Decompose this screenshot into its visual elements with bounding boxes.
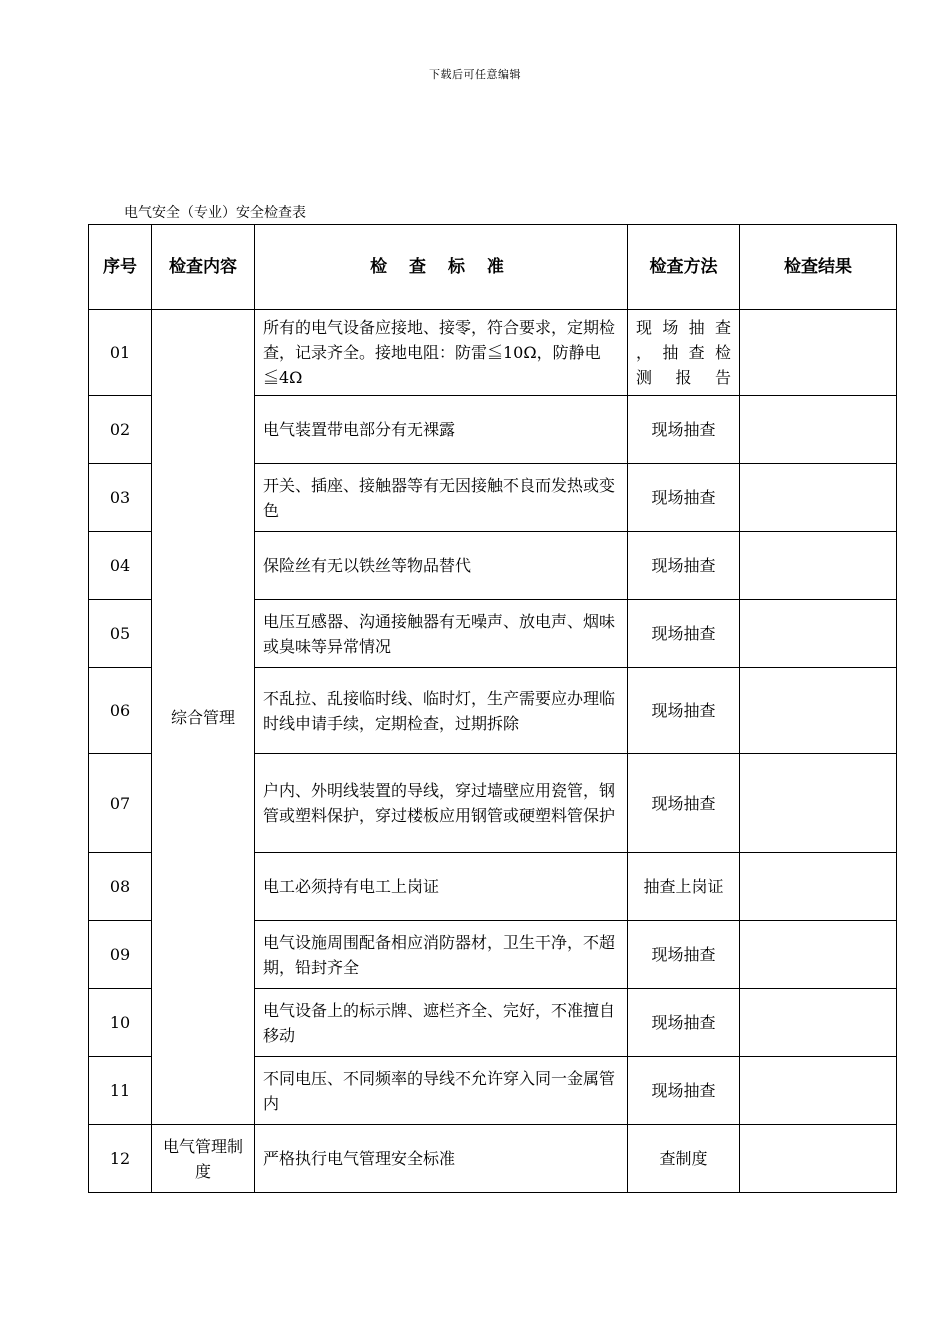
row-result[interactable] bbox=[740, 1057, 897, 1125]
row-result[interactable] bbox=[740, 600, 897, 668]
row-standard: 不乱拉、乱接临时线、临时灯，生产需要应办理临时线申请手续，定期检查，过期拆除 bbox=[255, 668, 628, 754]
row-number: 09 bbox=[89, 921, 152, 989]
row-result[interactable] bbox=[740, 396, 897, 464]
category-system: 电气管理制度 bbox=[152, 1125, 255, 1193]
row-standard: 电气装置带电部分有无裸露 bbox=[255, 396, 628, 464]
inspection-table bbox=[88, 224, 897, 1193]
row-result[interactable] bbox=[740, 532, 897, 600]
row-result[interactable] bbox=[740, 853, 897, 921]
row-method: 现 场 抽 查 ， 抽 查 检测报告 bbox=[628, 310, 740, 396]
header-no: 序号 bbox=[89, 225, 152, 310]
row-result[interactable] bbox=[740, 464, 897, 532]
row-result[interactable] bbox=[740, 754, 897, 853]
row-standard: 不同电压、不同频率的导线不允许穿入同一金属管内 bbox=[255, 1057, 628, 1125]
row-number: 11 bbox=[89, 1057, 152, 1125]
row-standard: 开关、插座、接触器等有无因接触不良而发热或变色 bbox=[255, 464, 628, 532]
row-method: 现场抽查 bbox=[628, 668, 740, 754]
row-standard: 户内、外明线装置的导线，穿过墙壁应用瓷管，钢管或塑料保护，穿过楼板应用钢管或硬塑料管保护 bbox=[255, 754, 628, 853]
header-result: 检查结果 bbox=[740, 225, 897, 310]
row-method: 查制度 bbox=[628, 1125, 740, 1193]
row-result[interactable] bbox=[740, 1125, 897, 1193]
row-result[interactable] bbox=[740, 921, 897, 989]
table-row bbox=[89, 1125, 897, 1193]
row-method: 现场抽查 bbox=[628, 532, 740, 600]
page-header-note: 下载后可任意编辑 bbox=[429, 68, 521, 81]
row-standard: 电压互感器、沟通接触器有无噪声、放电声、烟味或臭味等异常情况 bbox=[255, 600, 628, 668]
header-standard: 检 查 标 准 bbox=[255, 225, 628, 310]
row-standard: 保险丝有无以铁丝等物品替代 bbox=[255, 532, 628, 600]
row-number: 04 bbox=[89, 532, 152, 600]
row-number: 06 bbox=[89, 668, 152, 754]
row-method: 现场抽查 bbox=[628, 600, 740, 668]
table-row bbox=[89, 310, 897, 396]
row-standard: 电工必须持有电工上岗证 bbox=[255, 853, 628, 921]
row-result[interactable] bbox=[740, 668, 897, 754]
row-standard: 所有的电气设备应接地、接零，符合要求，定期检查，记录齐全。接地电阻：防雷≦10Ω，防静电≦4Ω bbox=[255, 310, 628, 396]
row-result[interactable] bbox=[740, 310, 897, 396]
row-method: 现场抽查 bbox=[628, 754, 740, 853]
row-number: 07 bbox=[89, 754, 152, 853]
row-number: 03 bbox=[89, 464, 152, 532]
document-title: 电气安全（专业）安全检查表 bbox=[124, 205, 306, 221]
row-number: 05 bbox=[89, 600, 152, 668]
table-header-row bbox=[89, 225, 897, 310]
row-number: 08 bbox=[89, 853, 152, 921]
row-number: 10 bbox=[89, 989, 152, 1057]
row-standard: 电气设施周围配备相应消防器材，卫生干净，不超期，铅封齐全 bbox=[255, 921, 628, 989]
header-method: 检查方法 bbox=[628, 225, 740, 310]
header-content: 检查内容 bbox=[152, 225, 255, 310]
row-number: 02 bbox=[89, 396, 152, 464]
row-number: 12 bbox=[89, 1125, 152, 1193]
row-standard: 严格执行电气管理安全标准 bbox=[255, 1125, 628, 1193]
row-method: 现场抽查 bbox=[628, 989, 740, 1057]
row-method: 抽查上岗证 bbox=[628, 853, 740, 921]
row-standard: 电气设备上的标示牌、遮栏齐全、完好，不准擅自移动 bbox=[255, 989, 628, 1057]
row-method: 现场抽查 bbox=[628, 1057, 740, 1125]
row-method: 现场抽查 bbox=[628, 921, 740, 989]
row-number: 01 bbox=[89, 310, 152, 396]
category-general: 综合管理 bbox=[152, 310, 255, 1125]
row-method: 现场抽查 bbox=[628, 464, 740, 532]
row-method: 现场抽查 bbox=[628, 396, 740, 464]
row-result[interactable] bbox=[740, 989, 897, 1057]
